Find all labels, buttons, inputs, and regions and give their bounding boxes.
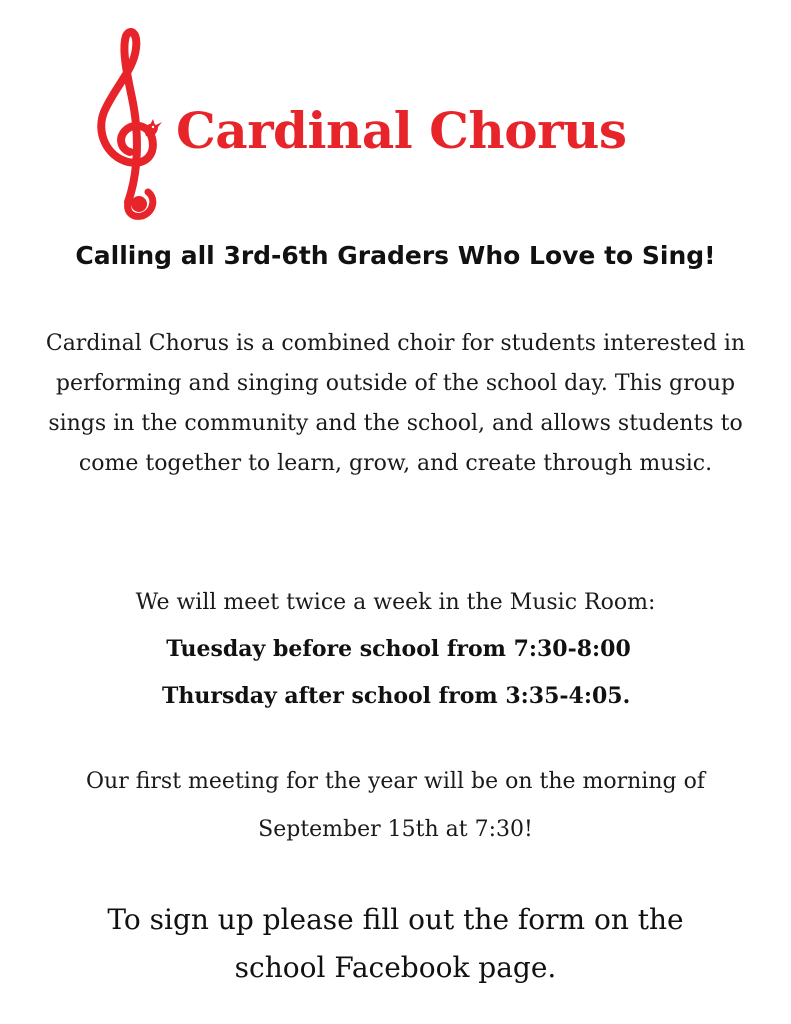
first-meeting-notice (0, 758, 791, 854)
first-meeting-line-2: September 15th at 7:30! (258, 817, 533, 842)
description-paragraph: Cardinal Chorus is a combined choir for students interested in performing and singing outside of the school day. This group sings in the community and the school, and allows students to come together to learn, grow, and create through music. (45, 331, 746, 476)
treble-clef-cardinal-icon (92, 26, 172, 222)
thursday-schedule: Thursday after school from 3:35-4:05. (162, 683, 631, 709)
tuesday-schedule: Tuesday before school from 7:30-8:00 (166, 636, 631, 662)
meeting-intro: We will meet twice a week in the Music Room: (135, 590, 656, 615)
first-meeting-line-1: Our first meeting for the year will be on the morning of (86, 769, 705, 794)
signup-line-2: school Facebook page. (234, 951, 557, 984)
page-title: Cardinal Chorus (176, 101, 627, 160)
signup-instructions (0, 896, 791, 992)
signup-line-1: To sign up please fill out the form on the (107, 903, 684, 936)
subtitle: Calling all 3rd-6th Graders Who Love to Sing! (75, 241, 716, 270)
